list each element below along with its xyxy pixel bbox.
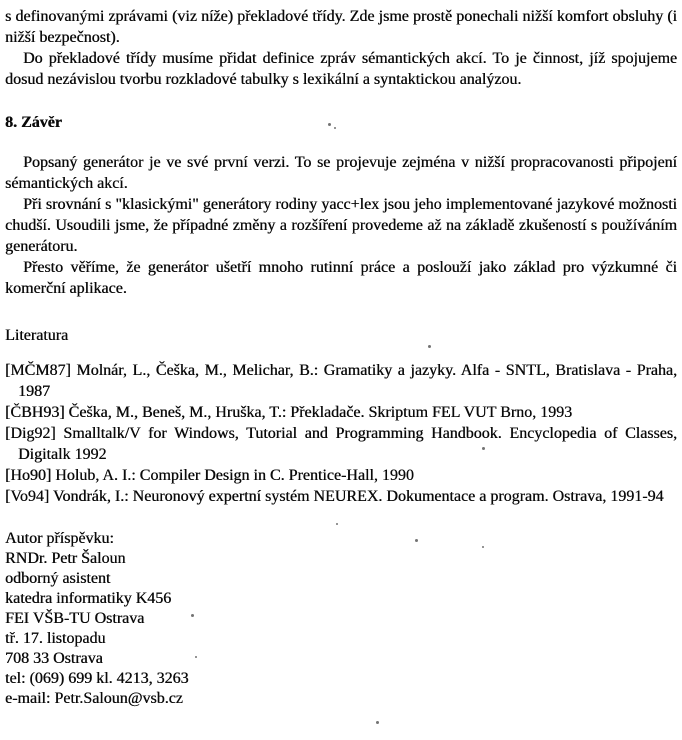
conclusion-paragraph: Popsaný generátor je ve své první verzi. To se projevuje zejména v nižší propracovanosti připojení sémantických akcí. [5,154,677,192]
reference-item: [Ho90] Holub, A. I.: Compiler Design in C. Prentice-Hall, 1990 [5,467,414,484]
scan-speck [428,345,431,348]
scan-speck [482,546,484,548]
author-street: tř. 17. listopadu [5,630,106,647]
scan-speck [376,721,379,724]
author-name: RNDr. Petr Šaloun [5,550,126,567]
conclusion-paragraph: Při srovnání s "klasickými" generátory rodiny yacc+lex jsou jeho implementované jazykové možnosti chudší. Usoudili jsme, že případné změny a rozšíření provedeme až na základě zkušeností s používáním generátoru. [5,196,677,255]
author-position: odborný asistent [5,570,111,587]
scan-speck [415,539,418,542]
author-email: e-mail: Petr.Saloun@vsb.cz [5,690,183,707]
scan-speck [328,123,331,126]
reference-list [5,360,677,507]
author-department: katedra informatiky K456 [5,590,172,607]
author-block-heading: Autor příspěvku: [5,530,114,547]
reference-item: [ČBH93] Češka, M., Beneš, M., Hruška, T.: Překladače. Skriptum FEL VUT Brno, 1993 [5,404,573,421]
scan-speck [191,614,194,617]
author-phone: tel: (069) 699 kl. 4213, 3263 [5,670,189,687]
intro-paragraph-continued: s definovanými zprávami (viz níže) překladové třídy. Zde jsme prostě ponechali nižší komfort obsluhy (i nižší bezpečnost). [5,8,677,46]
conclusion-paragraph: Přesto věříme, že generátor ušetří mnoho rutinní práce a poslouží jako základ pro výzkumné či komerční aplikace. [5,259,677,297]
intro-paragraph: Do překladové třídy musíme přidat definice zpráv sémantických akcí. To je činnost, jíž spojujeme dosud nezávislou tvorbu rozkladové tabulky s lexikální a syntaktickou analýzou. [5,50,677,88]
scan-speck [336,523,338,525]
reference-item: [MČM87] Molnár, L., Češka, M., Melichar, B.: Gramatiky a jazyky. Alfa - SNTL, Bratislava - Praha, 1987 [5,362,677,400]
author-city: 708 33 Ostrava [5,650,103,667]
literature-heading: Literatura [5,327,69,344]
reference-item: [Dig92] Smalltalk/V for Windows, Tutorial and Programming Handbook. Encyclopedia of Classes, Digitalk 1992 [5,425,677,463]
scan-speck [334,127,336,129]
reference-item: [Vo94] Vondrák, I.: Neuronový expertní systém NEUREX. Dokumentace a program. Ostrava, 1991-94 [5,488,664,505]
author-block [5,529,677,709]
author-institution: FEI VŠB-TU Ostrava [5,610,145,627]
scan-speck [195,656,197,658]
scan-speck [482,447,485,450]
section-heading-zaver: 8. Závěr [5,114,62,131]
